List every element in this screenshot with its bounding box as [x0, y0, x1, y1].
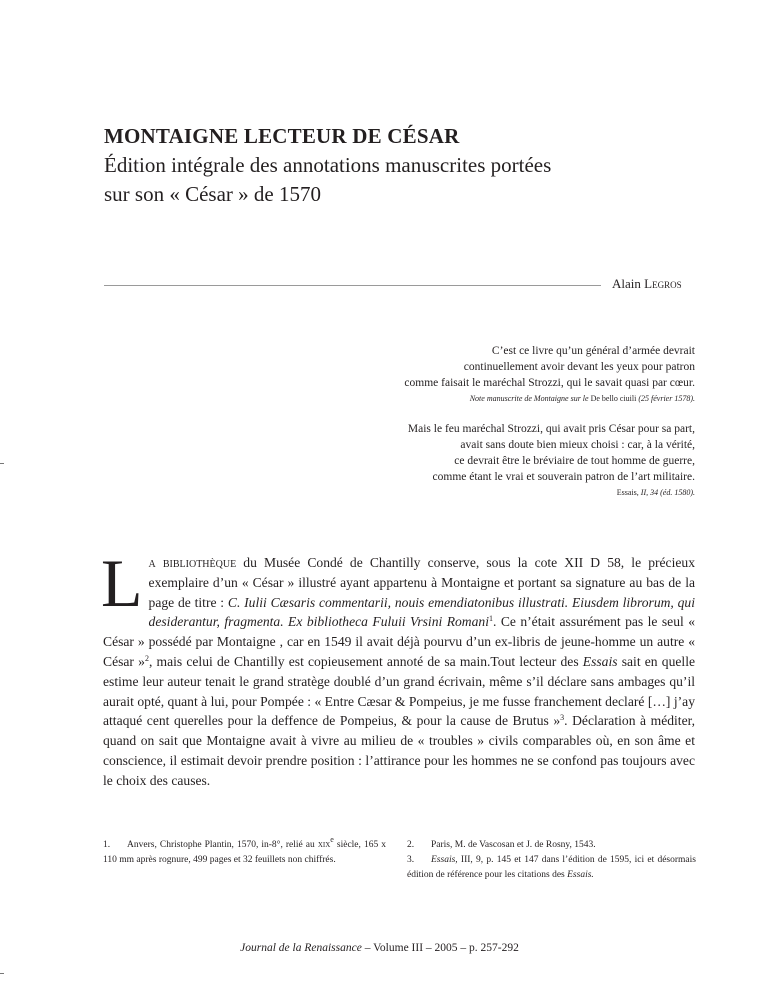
journal-name: Journal de la Renaissance — [240, 942, 362, 954]
epigraph-line: ce devrait être le bréviaire de tout homme de guerre, — [454, 455, 695, 467]
epigraph-source — [404, 391, 695, 407]
footnote-ref[interactable]: 1 — [489, 614, 493, 624]
author-rule — [104, 285, 601, 286]
body-text: du Musée Condé de Chantilly conserve, sous la cote XII D 58, le précieux exemplaire d’un « César » illustré ayant appartenu à Montaigne et portant sa signature au bas de la page de titre : — [148, 555, 695, 610]
page-footer — [0, 942, 759, 954]
body-text: . Déclaration à méditer, quand on sait que Montaigne avait à vivre au milieu de « troubles » civils comparables où, en son âme et conscience, il estimait devoir prendre position : l’attirance pour les hommes ne se confond pas toujours avec le choix des causes. — [103, 713, 695, 788]
source-text: Note manuscrite de Montaigne sur le — [469, 394, 591, 403]
footnote-number: 3. — [407, 855, 415, 865]
footnote-ref[interactable]: 3 — [560, 713, 565, 723]
footnote-1 — [103, 835, 386, 868]
intro-smallcaps: a bibliothèque — [148, 555, 237, 570]
journal-volume: – Volume III – 2005 – p. 257-292 — [361, 942, 519, 954]
book-title: C. Iulii Cæsaris commentarii, nouis emendiatonibus illustrati. Eiusdem librorum, qui desiderantur, fragmenta. Ex bibliotheca Fuluii Vrsini Romani — [148, 594, 695, 630]
epigraph-2 — [408, 421, 695, 501]
footnote-text: Paris, M. de Vascosan et J. de Rosny, 1543. — [431, 840, 596, 850]
epigraph-line: comme faisait le maréchal Strozzi, qui le savait quasi par cœur. — [404, 377, 695, 389]
body-text: . Ce n’était assurément pas le seul « César » possédé par Montaigne , car en 1549 il avait déjà pourvu d’un ex-libris de jeune-homme un autre « César » — [103, 614, 695, 669]
footnotes-right — [407, 838, 696, 883]
body-text: sait en quelle estime leur auteur tenait le grand stratège doublé d’un grand écrivain, même s’il déclare sans ambages qu’il aurait opté, quant à lui, pour Pompée : « Entre Cæsar & Pompeius, je me fusse franchement declaré […] j’ay attaqué cent querelles pour la deffence de Pompeius, & pour la cause de Brutus » — [103, 653, 695, 729]
footnote-text: Anvers, Christophe Plantin, 1570, in-8°, relié au — [127, 840, 318, 850]
epigraph-1 — [404, 343, 695, 407]
footnote-ref[interactable]: 2 — [144, 653, 149, 663]
footnote-2 — [407, 838, 696, 853]
article-subtitle: Édition intégrale des annotations manuscrites portées sur son « César » de 1570 — [104, 153, 552, 206]
margin-mark — [0, 973, 4, 974]
source-title: De bello ciuili — [590, 394, 637, 403]
footnote-text: III, 9, p. 145 et 147 dans l’édition de 1595, ici et désormais édition de référence pour les citations des — [407, 855, 696, 880]
footnote-3 — [407, 853, 696, 883]
epigraph-line: C’est ce livre qu’un général d’armée devrait — [491, 345, 695, 357]
footnote-sup: e — [330, 835, 334, 844]
epigraph-line: avait sans doute bien mieux choisi : car, à la vérité, — [460, 439, 695, 451]
footnote-century: xix — [317, 840, 331, 850]
footnote-text: siècle, 165 x 110 mm après rognure, 499 pages et 32 feuillets non chiffrés. — [103, 840, 386, 865]
body-paragraph — [101, 545, 695, 791]
author-last-name: Legros — [644, 276, 682, 291]
epigraph-source — [408, 485, 695, 501]
source-title: II, 34 — [640, 488, 659, 497]
footnote-number: 2. — [407, 840, 415, 850]
footnote-title: Essais. — [567, 870, 594, 880]
book-title: Essais — [582, 653, 618, 669]
margin-mark — [0, 463, 4, 464]
source-text: Essais, — [616, 488, 641, 497]
footnote-title: Essais, — [431, 855, 458, 865]
source-date: (25 février 1578). — [636, 394, 695, 403]
footnotes-left — [103, 835, 386, 868]
author-first-name: Alain — [612, 276, 641, 291]
epigraph-line: Mais le feu maréchal Strozzi, qui avait pris César pour sa part, — [407, 423, 695, 435]
footnote-number: 1. — [103, 840, 111, 850]
body-text: , mais celui de Chantilly est copieusement annoté de sa main.Tout lecteur des — [148, 653, 583, 669]
drop-cap: L — [101, 545, 143, 621]
source-date: (éd. 1580). — [658, 488, 695, 497]
epigraph-line: continuellement avoir devant les yeux pour patron — [463, 361, 695, 373]
author-name — [612, 276, 682, 292]
epigraph-line: comme étant le vrai et souverain patron de l’art militaire. — [432, 471, 695, 483]
article-title: MONTAIGNE LECTEUR DE CÉSAR — [104, 124, 460, 148]
